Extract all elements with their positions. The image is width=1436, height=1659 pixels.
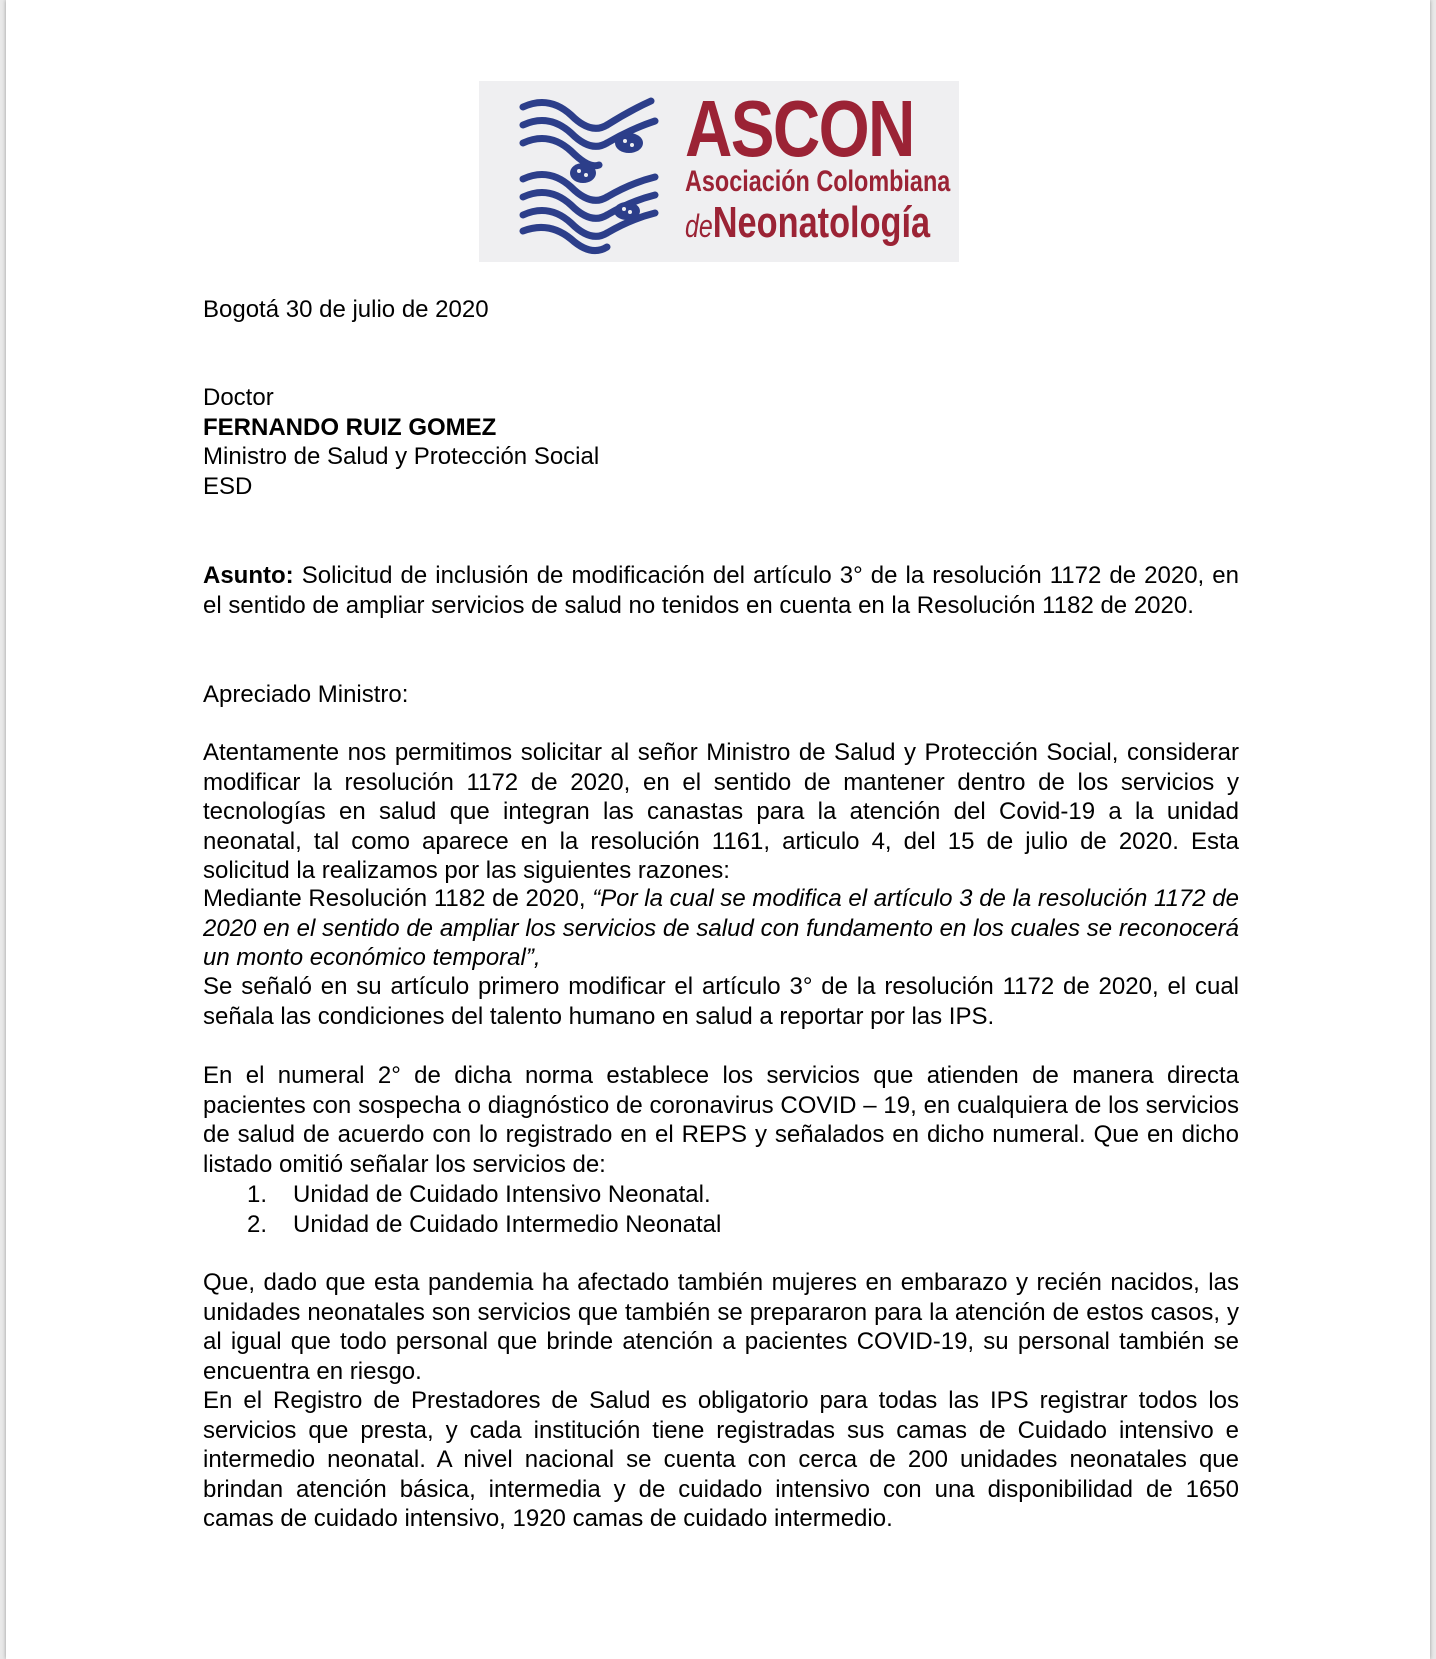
recipient-position: Ministro de Salud y Protección Social bbox=[203, 443, 600, 470]
recipient-esd: ESD bbox=[203, 473, 253, 500]
logo-subtitle: Asociación Colombiana bbox=[685, 165, 951, 198]
paragraph-3: En el numeral 2° de dicha norma establece los servicios que atienden de manera directa pacientes con sospecha o diagnóstico de coronavirus COVID – 19, en cualquiera de los servicios de salud de acuerdo con lo registrado en el REPS y señalados en dicho numeral. Que en dicho listado omitió señalar los servicios de: bbox=[203, 1062, 1239, 1178]
document-page bbox=[6, 0, 1430, 1659]
recipient-name: FERNANDO RUIZ GOMEZ bbox=[203, 414, 497, 441]
waves-icon bbox=[479, 81, 679, 262]
paragraph-4: Que, dado que esta pandemia ha afectado también mujeres en embarazo y recién nacidos, las unidades neonatales son servicios que también se prepararon para la atención de estos casos, y al igual que todo personal que brinde atención a pacientes COVID-19, su personal también se encuentra en riesgo. bbox=[203, 1269, 1239, 1385]
list-number: 2. bbox=[247, 1210, 268, 1238]
paragraph-2 bbox=[203, 884, 1239, 973]
list-item bbox=[247, 1180, 721, 1210]
subject bbox=[203, 561, 1239, 620]
paragraph-1: Atentamente nos permitimos solicitar al señor Ministro de Salud y Protección Social, considerar modificar la resolución 1172 de 2020, en el sentido de mantener dentro de los servicios y tecnologías en salud que integran las canastas para la atención del Covid-19 a la unidad neonatal, tal como aparece en la resolución 1161, articulo 4, del 15 de julio de 2020. Esta solicitud la realizamos por las siguientes razones: bbox=[203, 739, 1239, 884]
logo-de: de bbox=[685, 208, 713, 244]
subject-label: Asunto: bbox=[203, 562, 294, 589]
paragraph-2-quote: “Por la cual se modifica el artículo 3 de la resolución 1172 de 2020 en el sentido de ampliar los servicios de salud con fundamento en los cuales se reconocerá un monto económico temporal”, bbox=[203, 885, 1239, 971]
paragraph-2-intro: Mediante Resolución 1182 de 2020, bbox=[203, 885, 593, 912]
list-number: 1. bbox=[247, 1181, 268, 1208]
salutation: Apreciado Ministro: bbox=[203, 681, 409, 708]
logo-subtitle-2 bbox=[685, 198, 931, 247]
paragraph-5: En el Registro de Prestadores de Salud es obligatorio para todas las IPS registrar todos los servicios que presta, y cada institución tiene registradas sus camas de Cuidado intensivo e intermedio neonatal. A nivel nacional se cuenta con cerca de 200 unidades neonatales que brindan atención básica, intermedia y de cuidado intensivo con una disponibilidad de 1650 camas de cuidado intensivo, 1920 camas de cuidado intermedio. bbox=[203, 1387, 1239, 1532]
services-list bbox=[247, 1180, 721, 1239]
subject-text: Solicitud de inclusión de modificación del artículo 3° de la resolución 1172 de 2020, en el sentido de ampliar servicios de salud no tenidos en cuenta en la Resolución 1182 de 2020. bbox=[203, 562, 1239, 619]
logo-name: ASCON bbox=[685, 84, 914, 173]
recipient-title: Doctor bbox=[203, 384, 274, 411]
list-text: Unidad de Cuidado Intensivo Neonatal. bbox=[293, 1181, 711, 1208]
ascon-logo bbox=[479, 81, 959, 262]
list-text: Unidad de Cuidado Intermedio Neonatal bbox=[293, 1210, 722, 1238]
date-line: Bogotá 30 de julio de 2020 bbox=[203, 296, 489, 323]
logo-neonatologia: Neonatología bbox=[712, 198, 931, 247]
paragraph-2-rest: Se señaló en su artículo primero modificar el artículo 3° de la resolución 1172 de 2020, el cual señala las condiciones del talento humano en salud a reportar por las IPS. bbox=[203, 973, 1239, 1030]
list-item bbox=[247, 1210, 721, 1240]
